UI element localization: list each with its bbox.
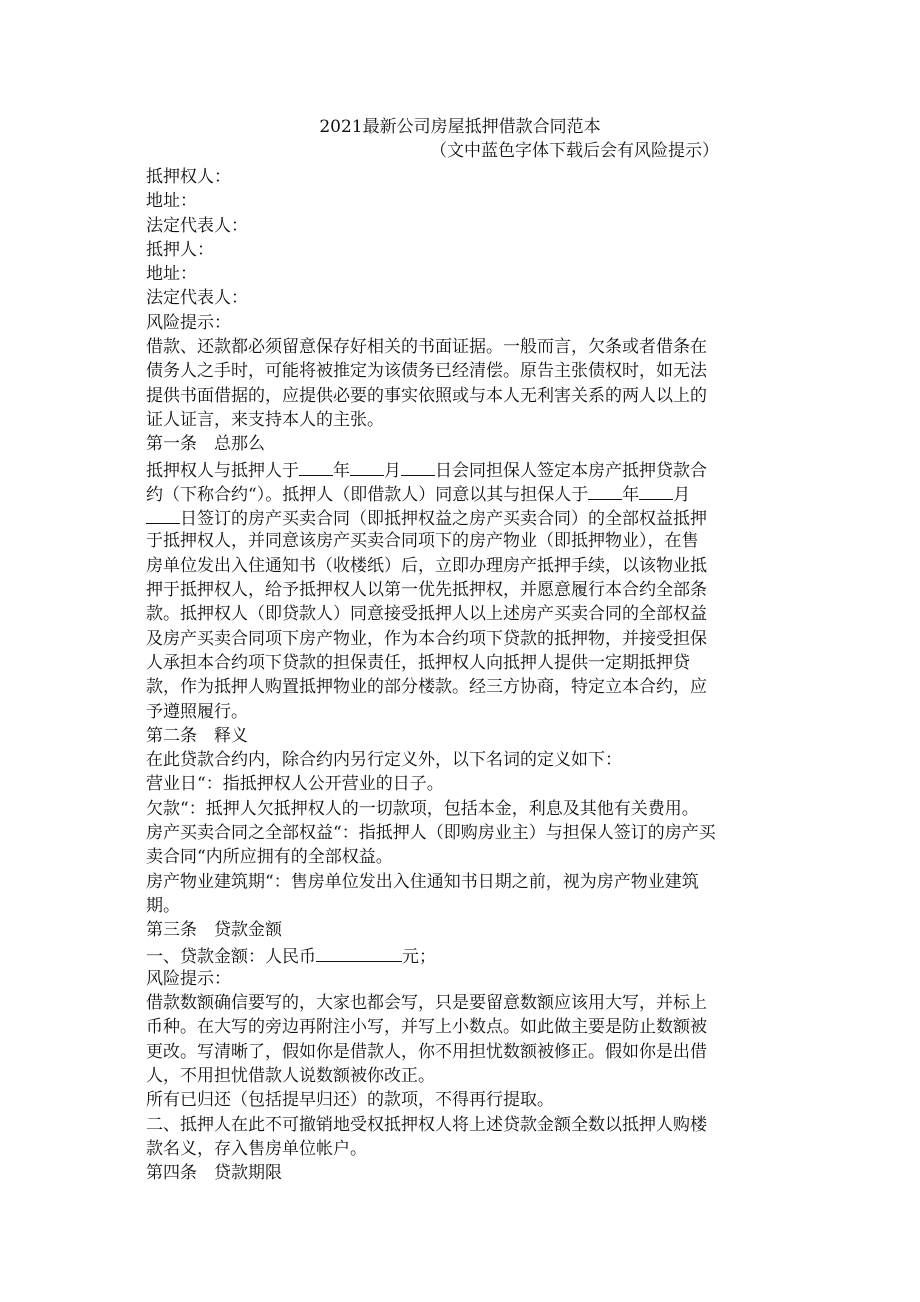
loan-amount-line [146, 943, 776, 967]
field-legal-representative: 法定代表人： [146, 288, 248, 309]
article-heading: 第一条 总那么 [146, 434, 265, 455]
risk-tip-label: 风险提示： [146, 312, 231, 333]
blank-underline [350, 457, 384, 476]
paragraph-line: 款。抵押权人（即贷款人）同意接受抵押人以上述房产买卖合同的全部权益 [146, 604, 707, 625]
document-body [146, 165, 776, 1185]
risk-tip-label: 风险提示： [146, 968, 231, 989]
text-run: 月 [384, 460, 401, 481]
blank-underline [639, 481, 673, 500]
definition-line: 营业日“：指抵押权人公开营业的日子。 [146, 774, 444, 795]
paragraph-line [146, 457, 776, 481]
paragraph-line: 证人证言，来支持本人的主张。 [146, 409, 384, 430]
text-run: 日签订的房产买卖合同（即抵押权益之房产买卖合同）的全部权益抵押 [180, 509, 707, 530]
paragraph-line: 提供书面借据的，应提供必要的事实依照或与本人无利害关系的两人以上的 [146, 385, 707, 406]
text-run: 约（下称合约“）。抵押人（即借款人）同意以其与担保人于 [146, 484, 589, 505]
text-run: 日会同担保人签定本房产抵押贷款合 [435, 460, 707, 481]
paragraph-line: 借款、还款都必须留意保存好相关的书面证据。一般而言，欠条或者借条在 [146, 337, 707, 358]
paragraph-line: 人，不用担忧借款人说数额被你改正。 [146, 1065, 435, 1086]
paragraph-line: 于抵押权人，并同意该房产买卖合同项下的房产物业（即抵押物业），在售 [146, 531, 699, 552]
paragraph-line [146, 481, 776, 505]
text-run: 元； [402, 946, 436, 967]
field-address: 地址： [146, 191, 197, 212]
paragraph-line: 款，作为抵押人购置抵押物业的部分楼款。经三方协商，特定立本合约，应 [146, 677, 707, 698]
blank-underline [588, 481, 622, 500]
field-address: 地址： [146, 264, 197, 285]
paragraph-line: 予遵照履行。 [146, 701, 248, 722]
paragraph-line: 房单位发出入住通知书（收楼纸）后，立即办理房产抵押手续，以该物业抵 [146, 555, 707, 576]
paragraph-line: 债务人之手时，可能将被推定为该债务已经清偿。原告主张债权时，如无法 [146, 361, 707, 382]
paragraph-line: 更改。写清晰了，假如你是借款人，你不用担忧数额被修正。假如你是出借 [146, 1041, 707, 1062]
blank-underline [316, 943, 402, 962]
paragraph-line: 及房产买卖合同项下房产物业，作为本合约项下贷款的抵押物，并接受担保 [146, 628, 707, 649]
field-legal-representative: 法定代表人： [146, 215, 248, 236]
paragraph-line: 所有已归还（包括提早归还）的款项，不得再行提取。 [146, 1090, 554, 1111]
article-heading: 第四条 贷款期限 [146, 1163, 282, 1184]
blank-underline [299, 457, 333, 476]
paragraph-line: 人承担本合约项下贷款的担保责任，抵押权人向抵押人提供一定期抵押贷 [146, 652, 690, 673]
blank-underline [401, 457, 435, 476]
paragraph-line: 币种。在大写的旁边再附注小写，并写上小数点。如此做主要是防止数额被 [146, 1017, 707, 1038]
paragraph-line [146, 505, 776, 529]
paragraph-line: 款名义，存入售房单位帐户。 [146, 1138, 367, 1159]
field-mortgagee: 抵押权人： [146, 167, 231, 187]
paragraph-line: 押于抵押权人，给予抵押权人以第一优先抵押权，并愿意履行本合约全部条 [146, 580, 707, 601]
article-heading: 第二条 释义 [146, 725, 248, 746]
document-title: 2021最新公司房屋抵押借款合同范本 [319, 117, 601, 137]
definition-line: 卖合同“内所应拥有的全部权益。 [146, 847, 393, 868]
definition-line: 房产买卖合同之全部权益“：指抵押人（即购房业主）与担保人签订的房产买 [146, 823, 716, 844]
text-run: 月 [673, 484, 691, 505]
field-mortgagor: 抵押人： [146, 239, 214, 260]
definition-line: 期。 [146, 895, 180, 916]
blank-underline [146, 505, 180, 524]
paragraph-line: 借款数额确信要写的，大家也都会写，只是要留意数额应该用大写，并标上 [146, 993, 707, 1014]
text-run: 年 [333, 460, 350, 481]
paragraph-line: 在此贷款合约内，除合约内另行定义外，以下名词的定义如下： [146, 750, 622, 771]
document-subtitle: （文中蓝色字体下载后会有风险提示） [430, 141, 719, 161]
text-run: 抵押权人与抵押人于 [146, 460, 299, 481]
definition-line: 房产物业建筑期“：售房单位发出入住通知书日期之前，视为房产物业建筑 [146, 871, 699, 892]
definition-line: 欠款“：抵押人欠抵押权人的一切款项，包括本金，利息及其他有关费用。 [146, 798, 699, 819]
text-run: 一、贷款金额：人民币 [146, 946, 316, 967]
paragraph-line: 二、抵押人在此不可撤销地受权抵押权人将上述贷款金额全数以抵押人购楼 [146, 1114, 707, 1135]
text-run: 年 [622, 484, 640, 505]
article-heading: 第三条 贷款金额 [146, 920, 282, 941]
